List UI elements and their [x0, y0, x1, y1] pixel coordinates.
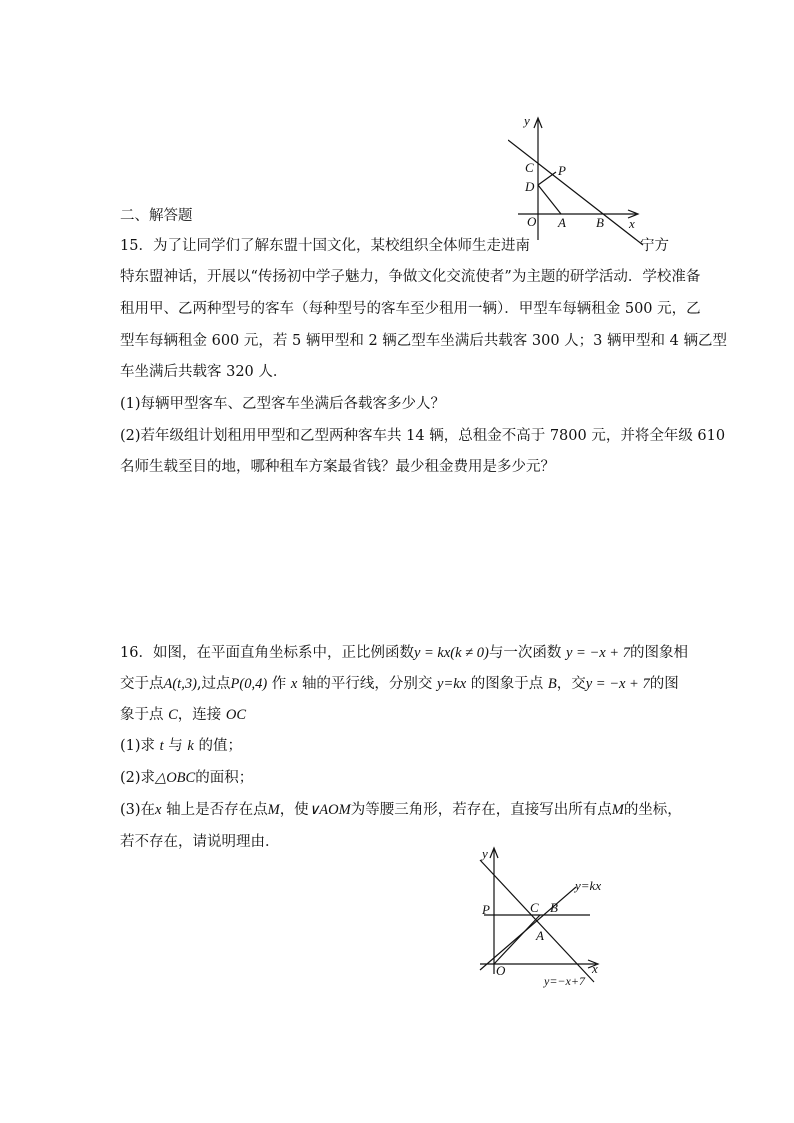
figure-1	[508, 112, 648, 252]
q15-part-1: (1)每辆甲型客车、乙型客车坐满后各载客多少人？	[120, 396, 446, 412]
q15-text: 15．为了让同学们了解东盟十国文化，某校组织全体师生走进南	[120, 238, 530, 254]
fig2-label-linear: y=−x+7	[544, 974, 585, 988]
fig1-label-d: D	[525, 179, 535, 194]
q16-part-3-cont: 若不存在，请说明理由．	[120, 834, 280, 850]
q15-line-3: 租用甲、乙两种型号的客车（每种型号的客车至少租用一辆）．甲型车每辆租金 500 元，乙	[120, 301, 701, 317]
fig2-label-y: y	[482, 846, 488, 861]
fig2-label-ykx: y=kx	[575, 878, 602, 893]
fig1-label-c: C	[525, 160, 534, 175]
q15-line-1	[120, 236, 530, 256]
q15-line-5: 车坐满后共载客 320 人．	[120, 364, 288, 380]
figure-2	[470, 842, 620, 990]
fig1-label-b: B	[596, 215, 604, 230]
q15-part-2: (2)若年级组计划租用甲型和乙型两种客车共 14 辆，总租金不高于 7800 元，并将全年级 610	[120, 428, 726, 444]
fig1-label-p: P	[558, 163, 566, 178]
q16-line-1: 16．如图，在平面直角坐标系中，正比例函数y = kx(k ≠ 0)与一次函数 y = −x + 7的图象相	[120, 645, 688, 661]
q15-line-2: 特东盟神话，开展以“传扬初中学子魅力，争做文化交流使者”为主题的研学活动．学校准备	[120, 269, 701, 285]
section-heading: 二、解答题	[120, 208, 193, 224]
q16-part-2: (2)求△OBC的面积；	[120, 770, 254, 786]
fig1-label-o: O	[527, 214, 537, 229]
fig2-segment-oc	[494, 915, 540, 964]
q16-part-3: (3)在x 轴上是否存在点M，使∨AOM为等腰三角形，若存在，直接写出所有点M的坐标，	[120, 802, 682, 818]
q16-line-2: 交于点A(t,3),过点P(0,4) 作 x 轴的平行线，分别交 y=kx 的图象于点 B，交y = −x + 7的图	[120, 676, 679, 692]
fig1-label-a: A	[558, 215, 566, 230]
q15-line-4: 型车每辆租金 600 元，若 5 辆甲型和 2 辆乙型车坐满后共载客 300 人；3 辆甲型和 4 辆乙型	[120, 333, 727, 349]
q16-line-3: 象于点 C，连接 OC	[120, 707, 247, 723]
fig2-label-b: B	[550, 900, 558, 915]
fig1-label-x: x	[629, 216, 635, 231]
fig2-label-o: O	[496, 963, 506, 978]
fig2-label-p: P	[482, 902, 490, 917]
q15-part-2-cont: 名师生载至目的地，哪种租车方案最省钱？最少租金费用是多少元？	[120, 459, 555, 475]
q16-formula-linear: y = −x + 7	[565, 645, 630, 661]
q15-line-1-tail: 宁方	[640, 238, 669, 254]
fig1-segment-dp	[538, 172, 556, 185]
fig1-segment-da	[538, 185, 561, 214]
q16-formula-ykx: y = kx(k ≠ 0)	[413, 645, 489, 661]
fig1-label-y: y	[524, 113, 530, 128]
fig2-label-c: C	[530, 900, 539, 915]
fig2-label-x: x	[592, 961, 598, 976]
fig2-label-a: A	[536, 928, 544, 943]
q16-part-1: (1)求 t 与 k 的值；	[120, 738, 242, 754]
